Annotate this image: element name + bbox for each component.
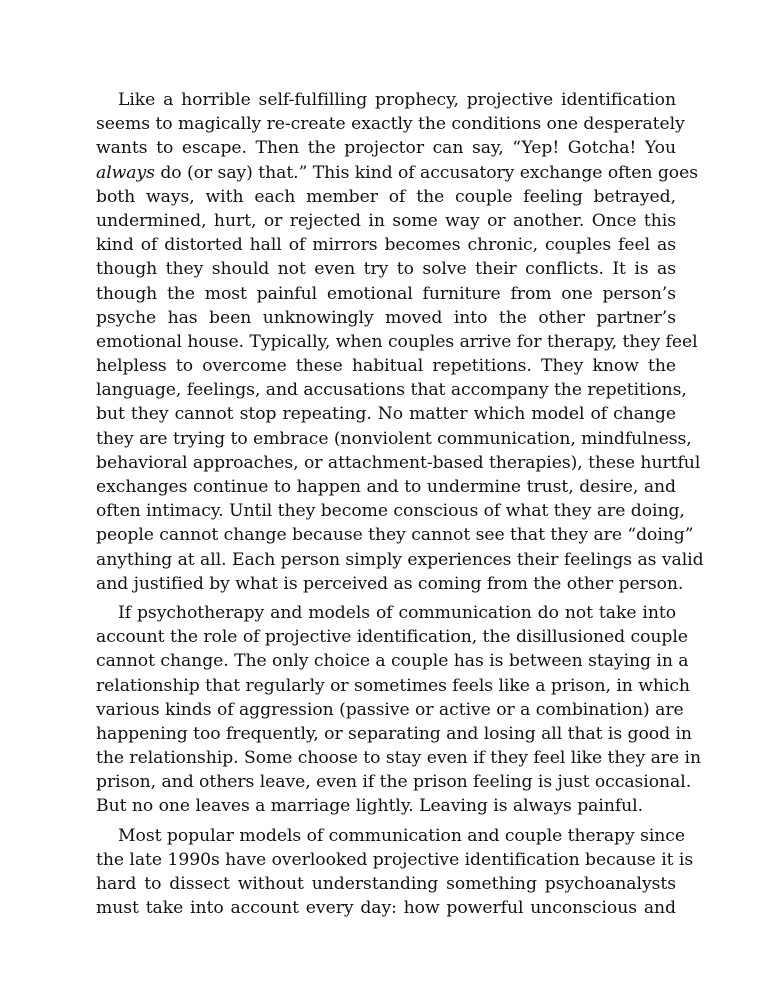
document-page bbox=[96, 88, 704, 925]
text-line: But no one leaves a marriage lightly. Leaving is always painful. bbox=[96, 796, 644, 817]
text-run: do (or say) that.” This kind of accusatory exchange often goes bbox=[154, 162, 698, 183]
text-line: hard to dissect without understanding something psychoanalysts bbox=[96, 874, 676, 894]
text-line: must take into account every day: how powerful unconscious and bbox=[96, 898, 676, 919]
text-line: exchanges continue to happen and to undermine trust, desire, and bbox=[96, 477, 676, 497]
text-line: though they should not even try to solve their conflicts. It is as bbox=[96, 259, 676, 280]
paragraph-1 bbox=[96, 88, 704, 596]
text-line: If psychotherapy and models of communication do not take into bbox=[118, 602, 676, 623]
text-line: behavioral approaches, or attachment-based therapies), these hurtful bbox=[96, 452, 701, 473]
text-line: both ways, with each member of the couple feeling betrayed, bbox=[96, 186, 676, 207]
text-line: seems to magically re-create exactly the conditions one desperately bbox=[96, 114, 685, 135]
text-line: often intimacy. Until they become conscious of what they are doing, bbox=[96, 501, 685, 522]
text-line: Like a horrible self-fulfilling prophecy, projective identification bbox=[118, 90, 676, 110]
text-line: but they cannot stop repeating. No matter which model of change bbox=[96, 404, 676, 425]
text-line: undermined, hurt, or rejected in some way or another. Once this bbox=[96, 210, 676, 231]
text-line: language, feelings, and accusations that accompany the repetitions, bbox=[96, 380, 687, 401]
text-line: prison, and others leave, even if the prison feeling is just occasional. bbox=[96, 772, 692, 793]
text-line: various kinds of aggression (passive or active or a combination) are bbox=[96, 699, 684, 720]
paragraph-2 bbox=[96, 601, 701, 819]
text-line: cannot change. The only choice a couple has is between staying in a bbox=[96, 651, 689, 672]
text-line: psyche has been unknowingly moved into the other partner’s bbox=[96, 307, 676, 328]
text-line: account the role of projective identification, the disillusioned couple bbox=[96, 627, 688, 648]
text-line: wants to escape. Then the projector can say, “Yep! Gotcha! You bbox=[96, 138, 676, 159]
text-line: relationship that regularly or sometimes feels like a prison, in which bbox=[96, 675, 690, 696]
text-line: kind of distorted hall of mirrors becomes chronic, couples feel as bbox=[96, 235, 676, 256]
text-line: they are trying to embrace (nonviolent communication, mindfulness, bbox=[96, 428, 692, 449]
paragraph-3 bbox=[96, 824, 694, 921]
text-line: the late 1990s have overlooked projective identification because it is bbox=[96, 849, 694, 870]
emphasis: always bbox=[96, 162, 155, 183]
text-line: Most popular models of communication and couple therapy since bbox=[118, 825, 685, 846]
text-line: anything at all. Each person simply experiences their feelings as valid bbox=[96, 549, 704, 570]
text-line: though the most painful emotional furniture from one person’s bbox=[96, 283, 676, 304]
text-line: helpless to overcome these habitual repetitions. They know the bbox=[96, 356, 676, 377]
text-line: happening too frequently, or separating and losing all that is good in bbox=[96, 723, 692, 744]
text-line: emotional house. Typically, when couples arrive for therapy, they feel bbox=[96, 331, 698, 352]
text-line: people cannot change because they cannot see that they are “doing” bbox=[96, 525, 694, 546]
text-line: and justified by what is perceived as coming from the other person. bbox=[96, 573, 684, 594]
text-line bbox=[96, 161, 698, 185]
text-line: the relationship. Some choose to stay even if they feel like they are in bbox=[96, 748, 701, 769]
